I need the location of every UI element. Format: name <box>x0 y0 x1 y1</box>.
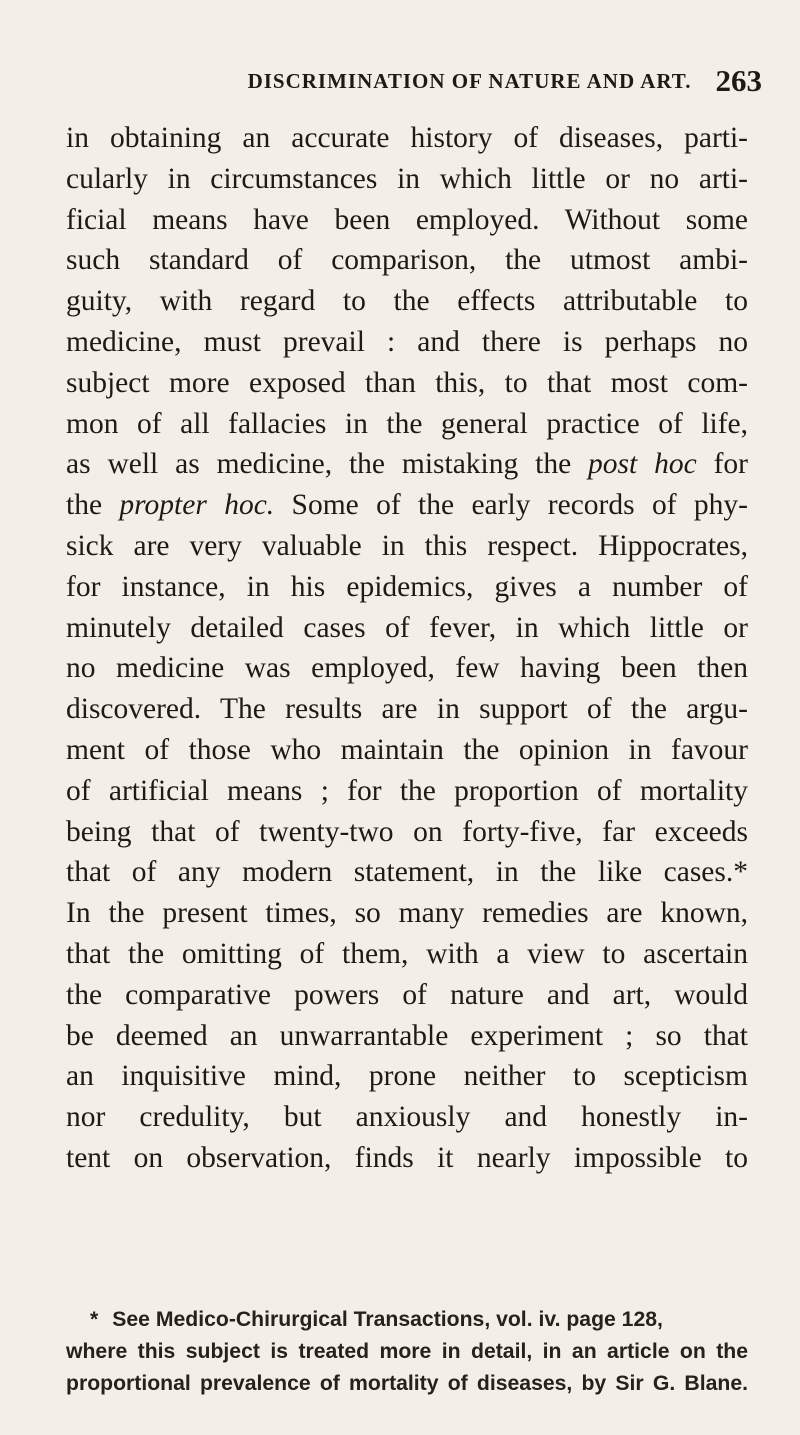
text-run: being that of twenty-two on forty-five, far exceeds <box>66 815 748 848</box>
text-line <box>66 404 748 445</box>
text-run: that the omitting of them, with a view to ascertain <box>66 937 748 970</box>
text-run: be deemed an unwarrantable experiment ; so that <box>66 1019 748 1052</box>
text-line <box>66 648 748 689</box>
footnote-line <box>66 1304 748 1336</box>
running-title: DISCRIMINATION OF NATURE AND ART. <box>247 69 692 93</box>
text-line <box>66 975 748 1016</box>
text-line <box>66 118 748 159</box>
text-line <box>66 363 748 404</box>
italic-phrase: post hoc <box>588 448 697 481</box>
text-run: an inquisitive mind, prone neither to scepticism <box>66 1060 748 1093</box>
footnote <box>66 1304 748 1400</box>
text-run: cularly in circumstances in which little or no arti- <box>66 162 748 195</box>
italic-phrase: propter hoc. <box>119 489 275 522</box>
text-line <box>66 852 748 893</box>
text-line <box>66 812 748 853</box>
text-line <box>66 730 748 771</box>
text-line <box>66 934 748 975</box>
text-run: medicine, must prevail : and there is perhaps no <box>66 325 748 358</box>
text-run: for instance, in his epidemics, gives a number of <box>66 570 748 603</box>
text-run: mon of all fallacies in the general practice of life, <box>66 407 748 440</box>
text-line <box>66 159 748 200</box>
text-run: sick are very valuable in this respect. Hippocrates, <box>66 529 748 562</box>
text-run: as well as medicine, the mistaking the <box>66 448 589 481</box>
text-line <box>66 771 748 812</box>
text-run: subject more exposed than this, to that most com- <box>66 366 748 399</box>
page-number: 263 <box>715 63 762 98</box>
text-line <box>66 281 748 322</box>
text-line <box>66 322 748 363</box>
running-head <box>66 56 762 96</box>
text-run: such standard of comparison, the utmost ambi- <box>66 244 748 277</box>
text-line <box>66 608 748 649</box>
text-run: minutely detailed cases of fever, in which little or <box>66 611 748 644</box>
text-line <box>66 526 748 567</box>
text-run: discovered. The results are in support of the argu- <box>66 693 748 726</box>
text-run: Some of the early records of phy- <box>274 489 749 522</box>
text-run: In the present times, so many remedies are known, <box>66 897 748 930</box>
text-run: in obtaining an accurate history of diseases, parti- <box>66 122 748 154</box>
text-line <box>66 444 748 485</box>
body-text <box>66 118 748 1179</box>
text-run: no medicine was employed, few having been then <box>66 652 748 685</box>
text-run: ment of those who maintain the opinion in favour <box>66 733 748 766</box>
text-line <box>66 240 748 281</box>
text-run: nor credulity, but anxiously and honestly in- <box>66 1101 748 1134</box>
text-run: of artificial means ; for the proportion of mortality <box>66 774 748 807</box>
text-line <box>66 567 748 608</box>
text-run: tent on observation, finds it nearly impossible to <box>66 1141 748 1174</box>
text-line <box>66 689 748 730</box>
footnote-marker: * <box>90 1308 99 1331</box>
footnote-line: where this subject is treated more in detail, in an article on the <box>66 1340 748 1363</box>
text-run: for <box>696 448 748 481</box>
text-line <box>66 1097 748 1138</box>
text-line <box>66 200 748 241</box>
text-line <box>66 485 748 526</box>
text-run: the <box>66 489 120 522</box>
footnote-line-text: See Medico-Chirurgical Transactions, vol. iv. page 128, <box>112 1308 663 1331</box>
text-run: the comparative powers of nature and art, would <box>66 978 748 1011</box>
text-line <box>66 1016 748 1057</box>
text-run: ficial means have been employed. Without some <box>66 203 748 236</box>
text-line <box>66 1056 748 1097</box>
text-line <box>66 1138 748 1179</box>
text-run: guity, with regard to the effects attributable to <box>66 285 748 318</box>
footnote-line: proportional prevalence of mortality of diseases, by Sir G. Blane. <box>66 1372 748 1395</box>
text-line <box>66 893 748 934</box>
text-run: that of any modern statement, in the like cases.* <box>66 856 748 889</box>
